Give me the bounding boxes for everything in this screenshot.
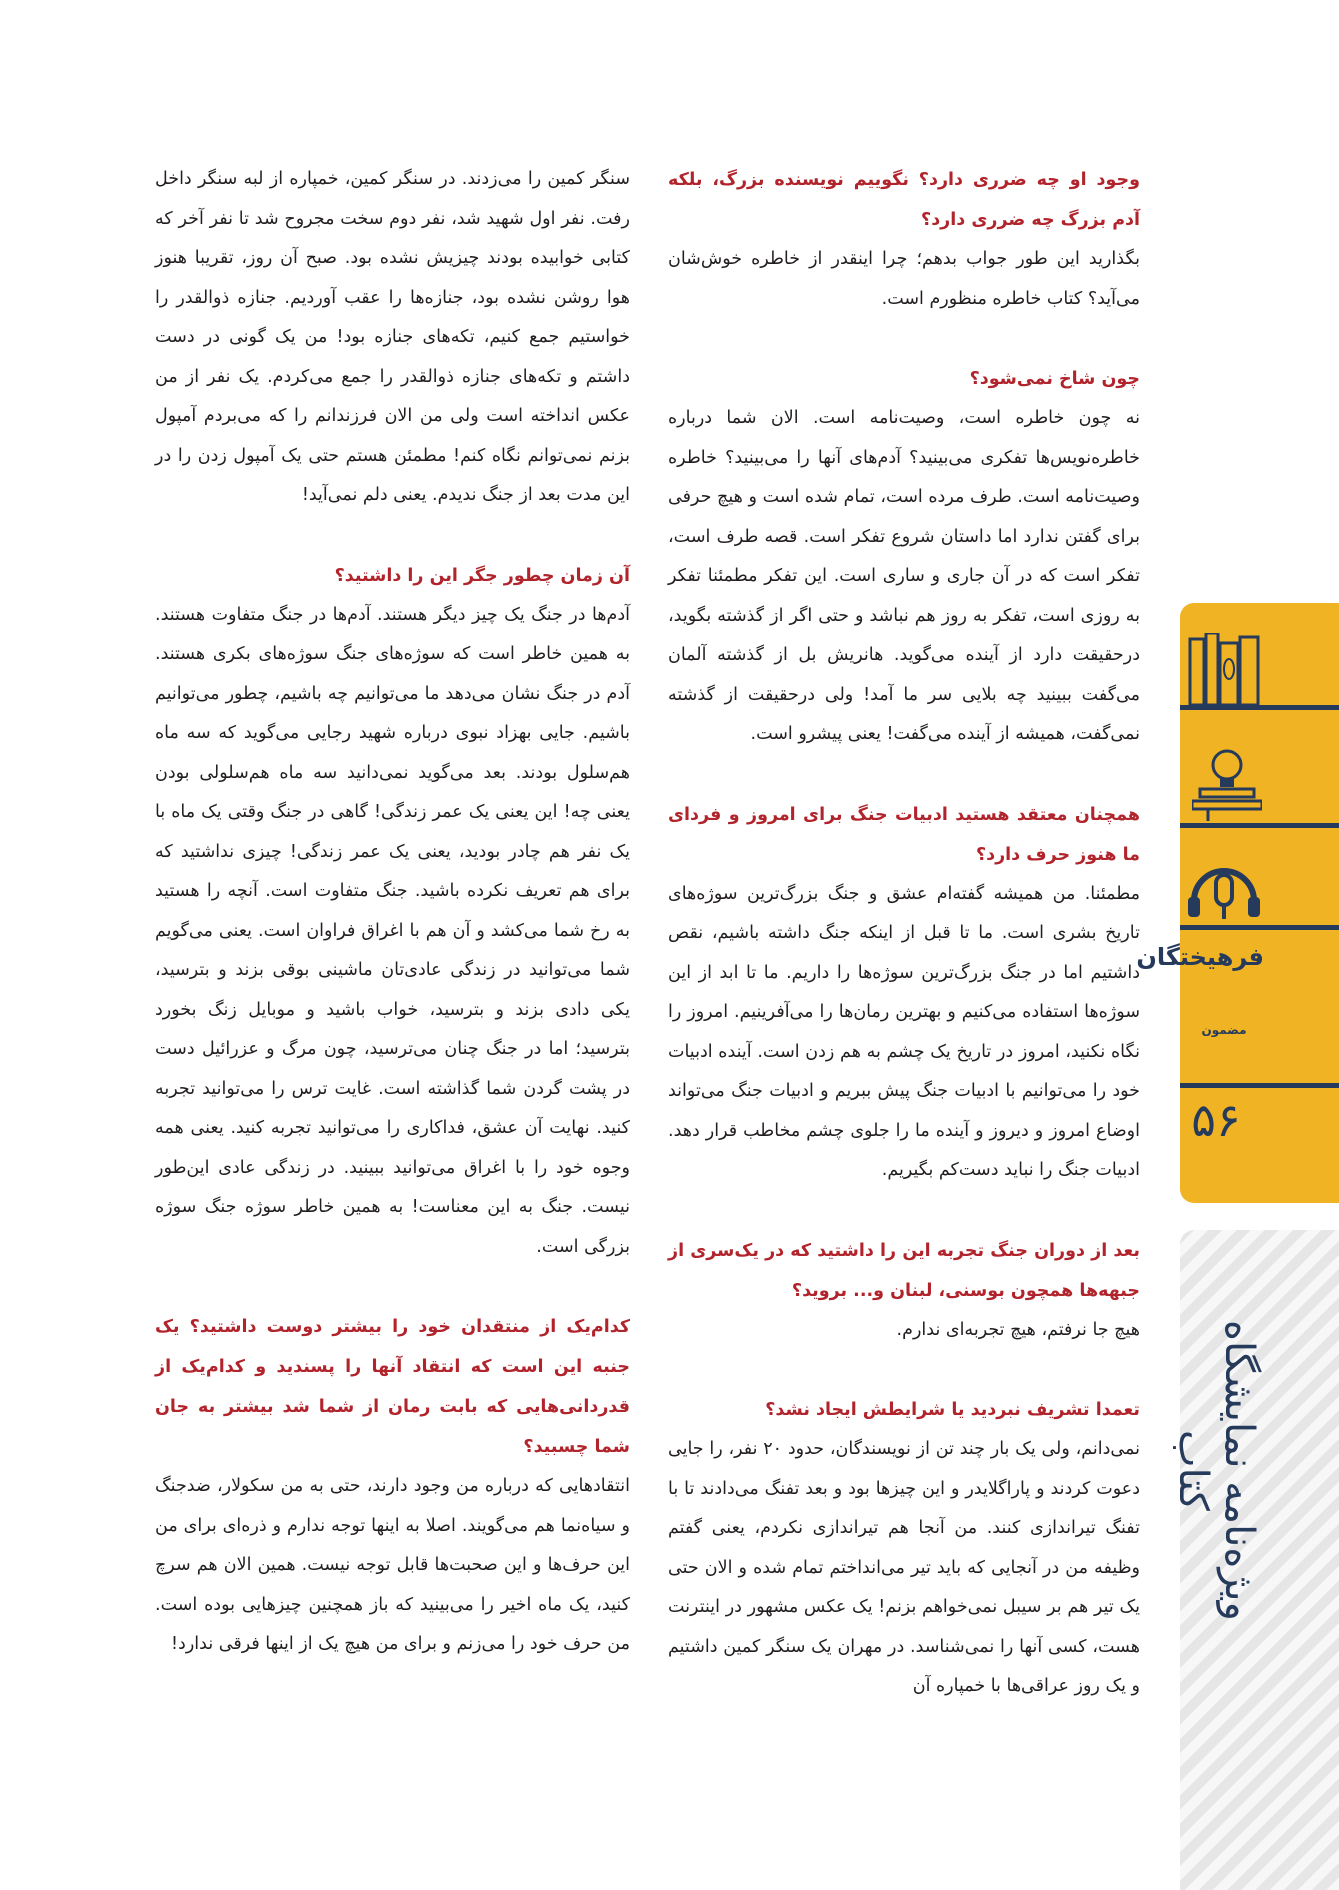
question-heading: وجود او چه ضرری دارد؟ نگوییم نویسنده بزرگ، بلکه آدم بزرگ چه ضرری دارد؟ — [668, 170, 1140, 230]
answer-paragraph: نمی‌دانم، ولی یک بار چند تن از نویسندگان، حدود ۲۰ نفر، را جایی دعوت کردند و پاراگلایدر و این چیزها بود و بعد تفنگ می‌دادند تا با تفنگ تیراندازی کنند. من آنجا هم تیراندازی نکردم، یعنی گفتم وظیفه من در آنجایی که باید تیر می‌انداختم تمام شده و الان حتی یک تیر هم بر سیبل نمی‌خواهم بزنم! یک عکس مشهور در اینترنت هست، کسی آنها را نمی‌شناسد. در مهران یک سنگر کمین داشتیم و یک روز عراقی‌ها با خمپاره آن — [668, 1439, 1141, 1696]
shelf-line — [1180, 925, 1339, 930]
answer-paragraph: آدم‌ها در جنگ یک چیز دیگر هستند. آدم‌ها در جنگ متفاوت هستند. به همین خاطر است که سوژه‌های جنگ سوژه‌های بکری هستند. آدم در جنگ نشان می‌دهد ما می‌توانیم چه باشیم، چطور می‌توانیم باشیم. جایی بهزاد نبوی درباره شهید رجایی می‌گوید که سه ماه هم‌سلول بودند. بعد می‌گوید نمی‌دانید سه ماه هم‌سلولی بودن یعنی چه! این یعنی یک عمر زندگی! گاهی در جنگ وقتی یک ماه با یک نفر هم چادر بودید، یعنی یک عمر زندگی! چیزی نداشتید که برای هم تعریف نکرده باشید. جنگ متفاوت است. آنچه را هستید به رخ شما می‌کشد و آن هم با اغراق فراوان است. یعنی می‌گویم شما می‌توانید در زندگی عادی‌تان ماشینی بوقی بزند و بترسید، یکی دادی بزند و بترسید، خواب باشید و موبایل زنگ بخورد بترسید؛ اما در جنگ چنان می‌ترسید، چون مرگ و عزرائیل دست در پشت گردن شما گذاشته است. غایت ترس را می‌توانید تجربه کنید. نهایت آن عشق، فداکاری را می‌توانید تجربه کنید. یعنی همه وجوه خود را با اغراق می‌توانید ببینید. در زندگی عادی این‌طور نیست. جنگ به این معناست! به همین خاطر سوژه جنگ سوژه بزرگی است. — [155, 604, 630, 1257]
shelf-line — [1180, 1083, 1339, 1088]
lamp-icon — [1192, 745, 1262, 821]
answer-paragraph: مطمئنا. من همیشه گفته‌ام عشق و جنگ بزرگ‌ترین سوژه‌های تاریخ بشری است. ما تا قبل از اینکه جنگ داشته باشیم، نقص داشتیم اما در جنگ بزرگ‌ترین سوژه‌ها را داریم. ما تا ابد از این سوژه‌ها استفاده می‌کنیم و بهترین رمان‌ها را می‌آفرینیم. امروز را نگاه نکنید، امروز در تاریخ یک چشم به هم زدن است. آینده ادبیات خود را می‌توانیم با ادبیات جنگ پیش ببریم و ادبیات جنگ می‌تواند اوضاع امروز و دیروز و آینده ما را جلوی چشم مخاطب قرار دهد. ادبیات جنگ را نباید دست‌کم بگیریم. — [668, 883, 1140, 1180]
answer-paragraph: هیچ جا نرفتم، هیچ تجربه‌ای ندارم. — [896, 1319, 1140, 1340]
question-heading: آن زمان چطور جگر این را داشتید؟ — [334, 565, 630, 586]
left-column — [155, 160, 630, 1665]
shelf-line — [1180, 823, 1339, 828]
question-heading: همچنان معتقد هستید ادبیات جنگ برای امروز و فردای ما هنوز حرف دارد؟ — [668, 804, 1140, 865]
question-heading: چون شاخ نمی‌شود؟ — [969, 369, 1140, 389]
question-heading: تعمدا تشریف نبردید یا شرایطش ایجاد نشد؟ — [765, 1400, 1140, 1420]
answer-paragraph: نه چون خاطره است، وصیت‌نامه است. الان شما درباره خاطره‌نویس‌ها تفکری می‌بینید؟ آدم‌های آنها را می‌بینید؟ خاطره وصیت‌نامه است. طرف مرده است، تمام شده است و هیچ حرفی برای گفتن ندارد اما داستان شروع تفکر است. قصه طرف است، تفکر است که در آن جاری و ساری است. این تفکر مطمئنا تفکر به روزی است، تفکر به روز هم نباشد و حتی اگر از گذشته بگوید، درحقیقت دارد از آینده می‌گوید. هانریش بل از گذشته آلمان می‌گفت ببینید چه بلایی سر ما آمد! ولی درحقیقت از گذشته نمی‌گفت، همیشه از آینده می‌گفت! یعنی پیشرو است. — [668, 408, 1140, 744]
section-sidebar — [1136, 603, 1339, 1203]
answer-paragraph: انتقادهایی که درباره من وجود دارند، حتی به من سکولار، ضدجنگ و سیاه‌نما هم می‌گویند. اصلا به اینها توجه ندارم و ذره‌ای برای من این حرف‌ها و این صحبت‌ها قابل توجه نیست. همین الان هم سرچ کنید، یک ماه اخیر را می‌بینید که باز همچنین چیزهایی بوده است. من حرف خود را می‌زنم و برای من هیچ یک از اینها فرقی ندارد! — [155, 1476, 630, 1654]
right-column — [668, 160, 1140, 1707]
question-heading: کدام‌یک از منتقدان خود را بیشتر دوست داشتید؟ یک جنبه این است که انتقاد آنها را پسندید و کدام‌یک از قدردانی‌هایی که بابت رمان از شما شد بیشتر به جان شما چسبید؟ — [155, 1317, 630, 1457]
shelf-line — [1180, 705, 1339, 710]
answer-paragraph: بگذارید این طور جواب بدهم؛ چرا اینقدر از خاطره خوش‌شان می‌آید؟ کتاب خاطره منظورم است. — [668, 249, 1140, 309]
page-number: ۵۶ — [1191, 1093, 1241, 1147]
books-icon — [1188, 633, 1263, 705]
special-issue-title: ویژه‌نامه نمایشگاه کتاب — [1170, 1319, 1262, 1621]
podcast-microphone-icon — [1184, 861, 1264, 923]
magazine-section-label: مضمون — [1201, 1023, 1247, 1037]
answer-paragraph: سنگر کمین را می‌زدند. در سنگر کمین، خمپاره از لبه سنگر داخل رفت. نفر اول شهید شد، نفر دوم سخت مجروح شد تا نفر آخر که کتابی خوابیده بودند چیزیش نشده بود. صبح آن روز، تقریبا هنوز هوا روشن نشده بود، جنازه‌ها را عقب آوردیم. جنازه ذوالقدر را خواستیم جمع کنیم، تکه‌های جنازه بود! من یک گونی در دست داشتم و تکه‌های جنازه ذوالقدر را جمع می‌کردم. یک نفر از من عکس انداخته است ولی من الان فرزندانم را که می‌بردم آمپول بزنم نمی‌توانم نگاه کنم! مطمئن هستم حتی یک آمپول زدن را در این مدت بعد از جنگ ندیدم. یعنی دلم نمی‌آید! — [155, 169, 630, 505]
magazine-logo: فرهیختگان — [1136, 943, 1264, 971]
question-heading: بعد از دوران جنگ تجربه این را داشتید که در یک‌سری از جبهه‌ها همچون بوسنی، لبنان و... بروید؟ — [668, 1240, 1140, 1301]
